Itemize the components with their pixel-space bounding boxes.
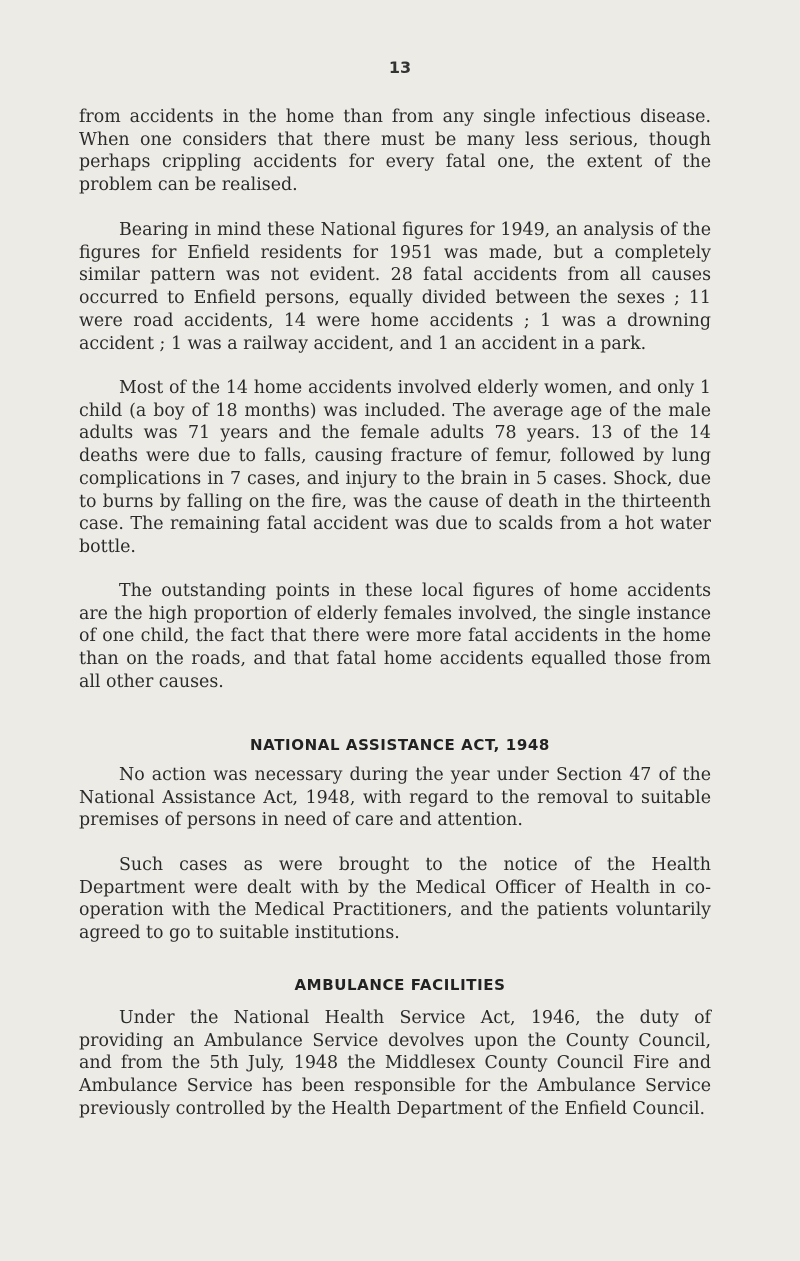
paragraph-enfield-analysis: Bearing in mind these National figures for 1949, an analysis of the figures for Enfield residents for 1951 was made, but a completely similar pattern was not evident. 28 fatal accidents from all causes occurred to Enfield persons, equally divided between the sexes ; 11 were road accidents, 14 were home accidents ; 1 was a drowning accident ; 1 was a railway accident, and 1 an accident in a park. — [79, 220, 711, 354]
page-number: 13 — [388, 58, 412, 77]
paragraph-health-department-cases: Such cases as were brought to the notice of the Health Department were dealt with by the Medical Officer of Health in co-operation with the Medical Practitioners, and the patients voluntarily agreed to go to suitable institutions. — [79, 855, 711, 944]
paragraph-ambulance-service: Under the National Health Service Act, 1946, the duty of providing an Ambulance Service devolves upon the County Council, and from the 5th July, 1948 the Middlesex County Council Fire and Ambulance Service has been responsible for the Ambulance Service previously controlled by the Health Department of the Enfield Council. — [79, 1008, 711, 1119]
paragraph-outstanding-points: The outstanding points in these local figures of home accidents are the high proportion of elderly females involved, the single instance of one child, the fact that there were more fatal accidents in the home than on the roads, and that fatal home accidents equalled those from all other causes. — [79, 581, 711, 692]
paragraph-section-47: No action was necessary during the year under Section 47 of the National Assistance Act, 1948, with regard to the removal to suitable premises of persons in need of care and attention. — [79, 765, 711, 831]
heading-ambulance-facilities: AMBULANCE FACILITIES — [294, 976, 506, 994]
paragraph-home-accident-details: Most of the 14 home accidents involved elderly women, and only 1 child (a boy of 18 months) was included. The average age of the male adults was 71 years and the female adults 78 years. 13 of the 14 deaths were due to falls, causing fracture of femur, followed by lung complications in 7 cases, and injury to the brain in 5 cases. Shock, due to burns by falling on the fire, was the cause of death in the thirteenth case. The remaining fatal accident was due to scalds from a hot water bottle. — [79, 378, 711, 557]
heading-national-assistance-act: NATIONAL ASSISTANCE ACT, 1948 — [250, 736, 550, 754]
paragraph-home-accidents-intro: from accidents in the home than from any single infectious disease. When one considers that there must be many less serious, though perhaps crippling accidents for every fatal one, the extent of the problem can be realised. — [79, 107, 711, 196]
